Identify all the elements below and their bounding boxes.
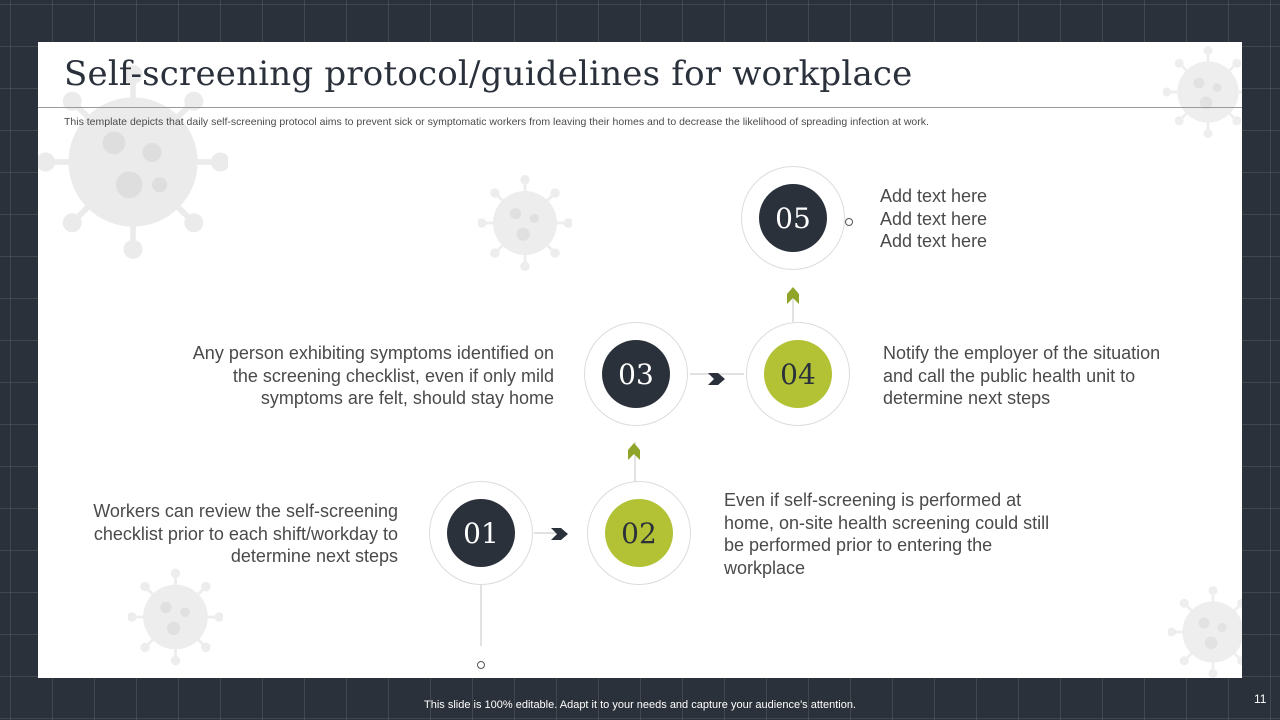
slide	[38, 42, 1242, 678]
footer-note: This slide is 100% editable. Adapt it to your needs and capture your audience's attention.	[424, 699, 856, 711]
flow-end-dot	[846, 219, 853, 226]
step-03-text: Any person exhibiting symptoms identified on the screening checklist, even if only mild symptoms are felt, should stay home	[192, 343, 554, 408]
step-02-text: Even if self-screening is performed at home, on-site health screening could still be performed prior to entering the workplace	[724, 490, 1050, 578]
page-number: 11	[1254, 692, 1267, 706]
arrow-right-icon	[551, 527, 569, 541]
step-number-03: 03	[602, 340, 670, 408]
step-01-text: Workers can review the self-screening checklist prior to each shift/workday to determine next steps	[93, 501, 398, 566]
page-subtitle: This template depicts that daily self-screening protocol aims to prevent sick or symptomatic workers from leaving their homes and to decrease the likelihood of spreading infection at work.	[64, 116, 929, 128]
arrow-up-icon	[627, 443, 641, 461]
arrow-right-icon	[708, 372, 726, 386]
flow-start-dot	[478, 662, 485, 669]
step-05-line: Add text here	[880, 186, 988, 206]
step-04-text: Notify the employer of the situation and call the public health unit to determine next steps	[883, 343, 1161, 408]
arrow-up-icon	[786, 287, 800, 305]
step-number-02: 02	[605, 499, 673, 567]
page-title: Self-screening protocol/guidelines for workplace	[64, 54, 913, 94]
step-number-01: 01	[447, 499, 515, 567]
step-05-line: Add text here	[880, 208, 988, 229]
step-number-04: 04	[764, 340, 832, 408]
step-05-text	[880, 185, 1080, 253]
step-number-05: 05	[759, 184, 827, 252]
step-05-line: Add text here	[880, 231, 988, 251]
